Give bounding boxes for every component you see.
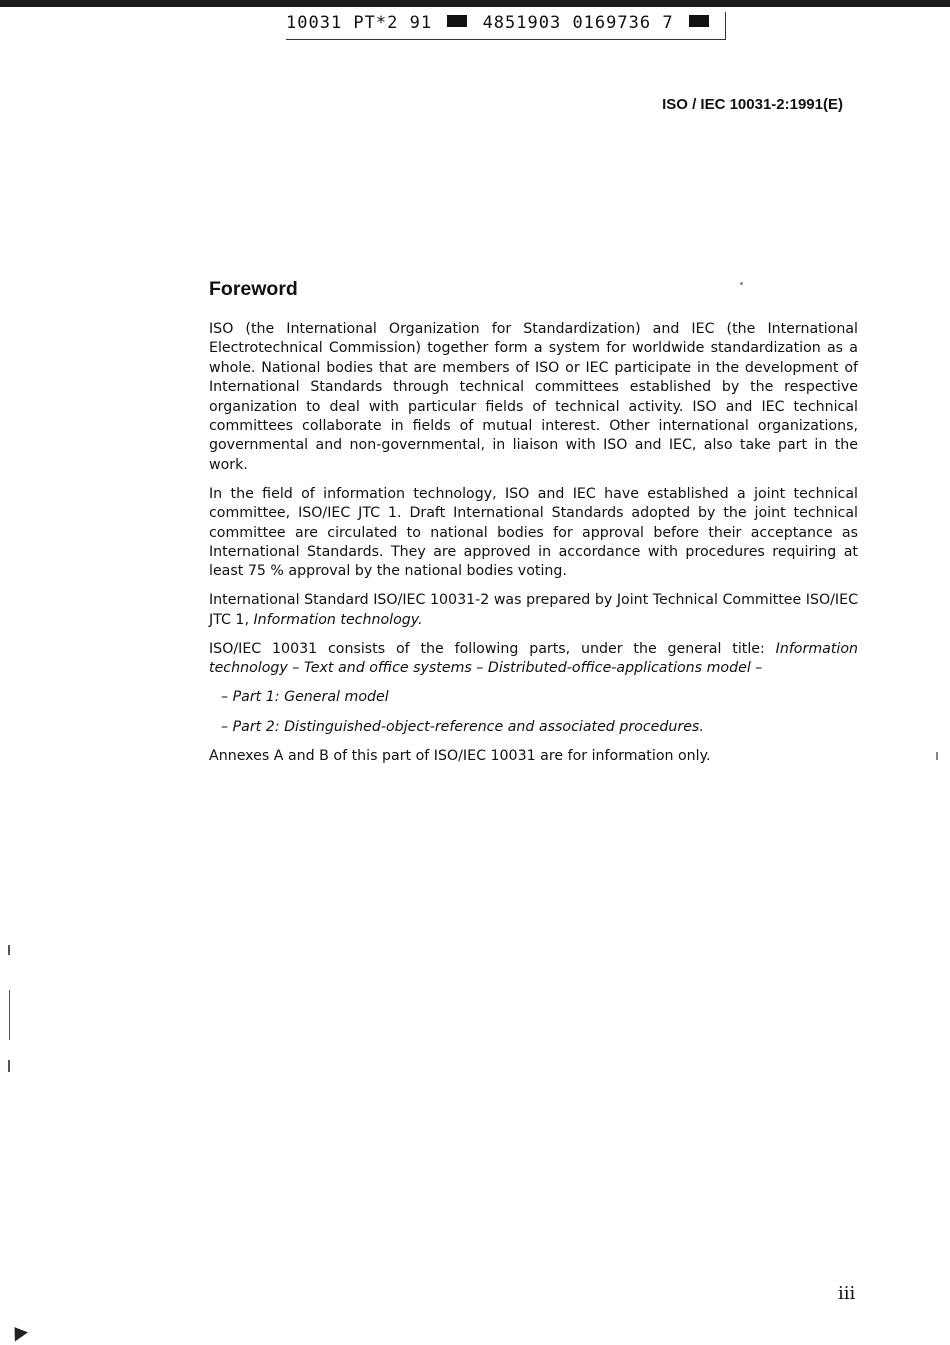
foreword-body	[209, 320, 858, 776]
parts-intro-paragraph	[209, 640, 858, 679]
scan-margin-mark	[8, 1060, 10, 1072]
scan-top-border	[0, 0, 950, 7]
prepared-by-paragraph	[209, 591, 858, 630]
section-title: Foreword	[209, 278, 298, 300]
paragraph: In the field of information technology, ISO and IEC have established a joint technical committee, ISO/IEC JTC 1. Draft International Standards adopted by the joint technical committee are circulated to national bodies for approval before their acceptance as International Standards. They are approved in accordance with procedures requiring at least 75 % approval by the national bodies voting.	[209, 485, 858, 580]
prepared-by-text: International Standard ISO/IEC 10031-2 was prepared by Joint Technical Committee ISO/IEC JTC 1,	[209, 592, 858, 628]
paragraph: ISO (the International Organization for Standardization) and IEC (the International Electrotechnical Commission) together form a system for worldwide standardization as a whole. National bodies that are members of ISO or IEC participate in the development of International Standards through technical committees established by the respective organization to deal with particular fields of technical activity. ISO and IEC technical committees collaborate in fields of mutual interest. Other international organizations, governmental and non-governmental, in liaison with ISO and IEC, also take part in the work.	[209, 321, 858, 473]
scan-corner-mark	[8, 1322, 28, 1341]
document-id: ISO / IEC 10031-2:1991(E)	[662, 96, 843, 113]
scan-speck	[936, 752, 938, 760]
committee-title: Information technology.	[253, 611, 423, 628]
scan-margin-mark	[9, 990, 10, 1040]
scan-speck	[740, 282, 743, 285]
scan-code-part2: 4851903 0169736 7	[482, 13, 674, 33]
list-item: – Part 1: General model	[221, 689, 389, 706]
list-item: – Part 2: Distinguished-object-reference and associated procedures.	[221, 718, 704, 735]
black-block-icon	[447, 15, 467, 27]
scan-barcode-header	[286, 12, 726, 40]
parts-intro-text: ISO/IEC 10031 consists of the following parts, under the general title:	[209, 640, 765, 657]
scan-margin-mark	[8, 945, 10, 955]
page-number: iii	[838, 1283, 856, 1304]
general-title: Information technology – Text and office systems – Distributed-office-applications model –	[209, 640, 859, 676]
scan-code-part1: 10031 PT*2 91	[286, 13, 433, 33]
annex-note: Annexes A and B of this part of ISO/IEC 10031 are for information only.	[209, 748, 711, 765]
black-block-icon	[689, 15, 709, 27]
